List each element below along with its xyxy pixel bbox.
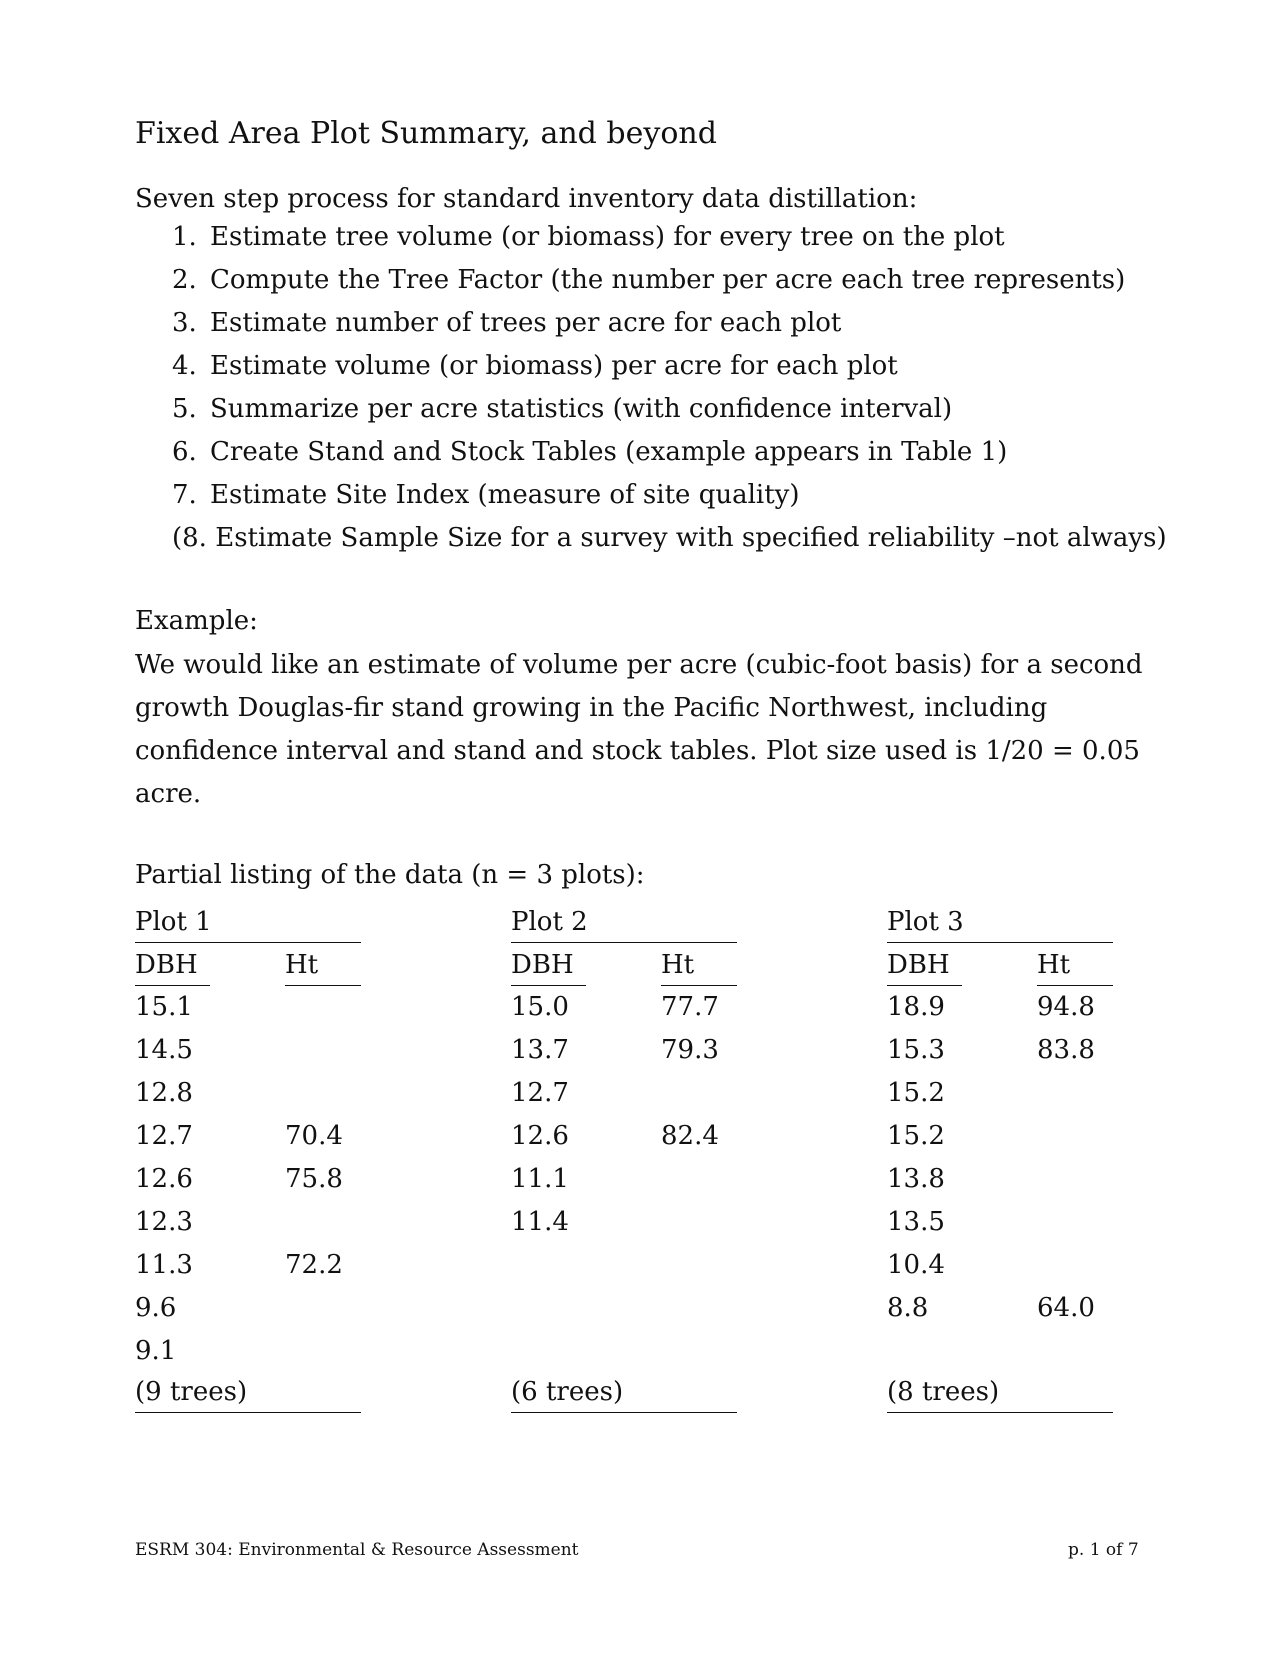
ht-cell [1037,1201,1113,1244]
dbh-cell: 9.1 [135,1336,177,1366]
step-number: 2. [172,265,197,295]
ht-cell [1037,1115,1113,1158]
dbh-cell: 11.1 [511,1164,569,1194]
ht-cell [285,1029,361,1072]
ht-header: Ht [1037,945,1113,986]
dbh-cell: 13.7 [511,1035,569,1065]
example-label: Example: [135,606,258,636]
step-text: Estimate volume (or biomass) per acre for each plot [210,351,898,381]
dbh-cell: 15.1 [135,992,193,1022]
ht-cell: 70.4 [285,1121,343,1151]
plot-2-total: (6 trees) [511,1372,737,1413]
ht-cell [1037,1072,1113,1115]
example-line: We would like an estimate of volume per acre (cubic-foot basis) for a second [135,650,1143,680]
step-number: 6. [172,437,197,467]
dbh-cell: 15.3 [887,1035,945,1065]
ht-cell [661,1330,737,1373]
dbh-cell: 15.0 [511,992,569,1022]
plot-2-table [511,902,737,1373]
ht-cell: 94.8 [1037,992,1095,1022]
footer-page-number: p. 1 of 7 [1068,1540,1139,1560]
dbh-cell: 13.5 [887,1207,945,1237]
dbh-cell: 12.8 [135,1078,193,1108]
dbh-cell: 9.6 [135,1293,177,1323]
page-title: Fixed Area Plot Summary, and beyond [135,116,717,151]
example-paragraph [135,644,1145,816]
ht-cell: 75.8 [285,1164,343,1194]
step-text: Estimate tree volume (or biomass) for every tree on the plot [210,222,1005,252]
list-item [172,302,1167,345]
dbh-cell: 12.6 [511,1121,569,1151]
step-number: 1. [172,222,197,252]
list-item [172,216,1167,259]
example-line: growth Douglas-fir stand growing in the Pacific Northwest, including [135,693,1048,723]
plot-3-total: (8 trees) [887,1372,1113,1413]
ht-cell: 72.2 [285,1250,343,1280]
step-text: Compute the Tree Factor (the number per acre each tree represents) [210,265,1126,295]
dbh-header: DBH [511,945,586,986]
ht-cell [285,1072,361,1115]
list-item [172,431,1167,474]
dbh-cell [511,1287,661,1330]
dbh-header: DBH [135,945,210,986]
step-text: Estimate Site Index (measure of site quality) [210,480,800,510]
ht-cell: 82.4 [661,1121,719,1151]
steps-list [172,216,1167,560]
dbh-cell: 15.2 [887,1121,945,1151]
dbh-cell [511,1244,661,1287]
ht-cell [285,1201,361,1244]
dbh-cell: 10.4 [887,1250,945,1280]
ht-cell [1037,1244,1113,1287]
plot-header: Plot 3 [887,902,1113,943]
ht-cell [1037,1158,1113,1201]
plot-3-table [887,902,1113,1373]
plot-1-table [135,902,361,1373]
ht-cell [661,1158,737,1201]
step-number: 4. [172,351,197,381]
ht-cell [1037,1330,1113,1373]
list-item [172,345,1167,388]
ht-header: Ht [661,945,737,986]
dbh-cell: 13.8 [887,1164,945,1194]
example-line: acre. [135,779,202,809]
ht-cell: 64.0 [1037,1293,1095,1323]
list-item [172,259,1167,302]
plot-header: Plot 1 [135,902,361,943]
intro-text: Seven step process for standard inventory data distillation: [135,184,918,214]
plot-header: Plot 2 [511,902,737,943]
step-number: 3. [172,308,197,338]
partial-listing-heading: Partial listing of the data (n = 3 plots): [135,860,645,890]
list-item-step-8: (8. Estimate Sample Size for a survey with specified reliability –not always) [172,523,1167,553]
ht-cell [285,986,361,1029]
dbh-cell [887,1330,1037,1373]
dbh-cell: 12.7 [135,1121,193,1151]
ht-cell [285,1330,361,1373]
step-number: 5. [172,394,197,424]
dbh-cell: 15.2 [887,1078,945,1108]
ht-cell: 77.7 [661,992,719,1022]
ht-cell: 79.3 [661,1035,719,1065]
dbh-cell: 11.4 [511,1207,569,1237]
footer-course: ESRM 304: Environmental & Resource Assessment [135,1540,579,1560]
dbh-cell: 12.3 [135,1207,193,1237]
ht-cell [661,1072,737,1115]
ht-cell [661,1244,737,1287]
dbh-cell [511,1330,661,1373]
ht-cell [661,1201,737,1244]
ht-cell [285,1287,361,1330]
plot-1-total: (9 trees) [135,1372,361,1413]
step-text: Create Stand and Stock Tables (example appears in Table 1) [210,437,1008,467]
dbh-cell: 14.5 [135,1035,193,1065]
dbh-cell: 8.8 [887,1293,929,1323]
dbh-cell: 12.7 [511,1078,569,1108]
step-text: Estimate number of trees per acre for each plot [210,308,842,338]
ht-header: Ht [285,945,361,986]
ht-cell [661,1287,737,1330]
dbh-header: DBH [887,945,962,986]
list-item [172,388,1167,431]
step-text: Summarize per acre statistics (with confidence interval) [210,394,953,424]
step-number: 7. [172,480,197,510]
example-line: confidence interval and stand and stock tables. Plot size used is 1/20 = 0.05 [135,736,1140,766]
dbh-cell: 11.3 [135,1250,193,1280]
ht-cell: 83.8 [1037,1035,1095,1065]
list-item [172,474,1167,517]
dbh-cell: 12.6 [135,1164,193,1194]
dbh-cell: 18.9 [887,992,945,1022]
